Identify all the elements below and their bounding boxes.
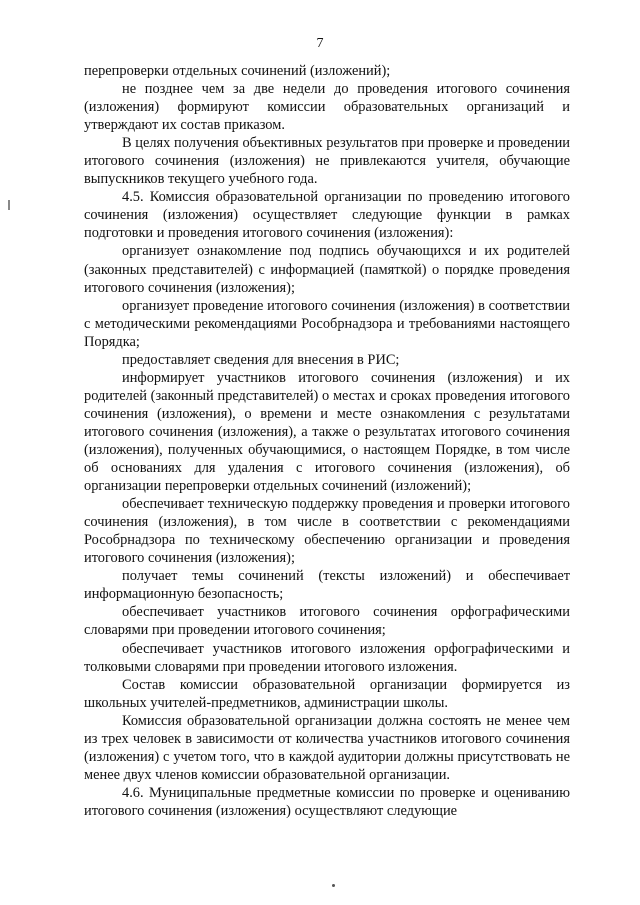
paragraph: предоставляет сведения для внесения в РИС; bbox=[122, 351, 400, 368]
document-body bbox=[84, 62, 570, 820]
scan-mark bbox=[332, 884, 335, 887]
paragraph: обеспечивает участников итогового изложения орфографическими и толковыми словарями при проведении итогового изложения. bbox=[84, 640, 570, 675]
section-paragraph-4-6: 4.6. Муниципальные предметные комиссии по проверке и оцениванию итогового сочинения (изложения) осуществляют следующие bbox=[84, 784, 570, 819]
paragraph: получает темы сочинений (тексты изложений) и обеспечивает информационную безопасность; bbox=[84, 568, 570, 603]
paragraph: информирует участников итогового сочинения (изложения) и их родителей (законный представителей) о местах и сроках проведения итогового сочинения (изложения), о времени и месте ознакомления с результатами итогового сочинения (изложения), а также о результатах итогового сочинения (изложения), полученных обучающимися, о настоящем Порядке, в том числе об основаниях для удаления с итогового сочинения (изложения), об организации перепроверки отдельных сочинений (изложений); bbox=[84, 369, 570, 495]
paragraph: Состав комиссии образовательной организации формируется из школьных учителей-предметников, администрации школы. bbox=[84, 676, 570, 711]
paragraph: В целях получения объективных результатов при проверке и проведении итогового сочинения (изложения) не привлекаются учителя, обучающие выпускников текущего учебного года. bbox=[84, 135, 570, 188]
section-paragraph-4-5: 4.5. Комиссия образовательной организации по проведению итогового сочинения (изложения) осуществляет следующие функции в рамках подготовки и проведения итогового сочинения (изложения): bbox=[84, 189, 570, 242]
paragraph: обеспечивает техническую поддержку проведения и проверки итогового сочинения (изложения), в том числе в соответствии с рекомендациями Рособрнадзора по техническому обеспечению организации и проведения итогового сочинения (изложения); bbox=[84, 496, 570, 567]
paragraph: организует проведение итогового сочинения (изложения) в соответствии с методическими рекомендациями Рособрнадзора и требованиями настоящего Порядка; bbox=[84, 297, 570, 350]
paragraph: обеспечивает участников итогового сочинения орфографическими словарями при проведении итогового сочинения; bbox=[84, 604, 570, 639]
paragraph: не позднее чем за две недели до проведения итогового сочинения (изложения) формируют комиссии образовательных организаций и утверждают их состав приказом. bbox=[84, 81, 570, 134]
paragraph: перепроверки отдельных сочинений (изложений); bbox=[84, 63, 391, 79]
paragraph: организует ознакомление под подпись обучающихся и их родителей (законных представителей) с информацией (памяткой) о порядке проведения итогового сочинения (изложения); bbox=[84, 243, 570, 296]
paragraph: Комиссия образовательной организации должна состоять не менее чем из трех человек в зависимости от количества участников итогового сочинения (изложения) с учетом того, что в каждой аудитории должны присутствовать не менее двух членов комиссии образовательной организации. bbox=[84, 712, 570, 783]
page-number: 7 bbox=[316, 36, 324, 51]
scan-mark bbox=[8, 200, 10, 210]
